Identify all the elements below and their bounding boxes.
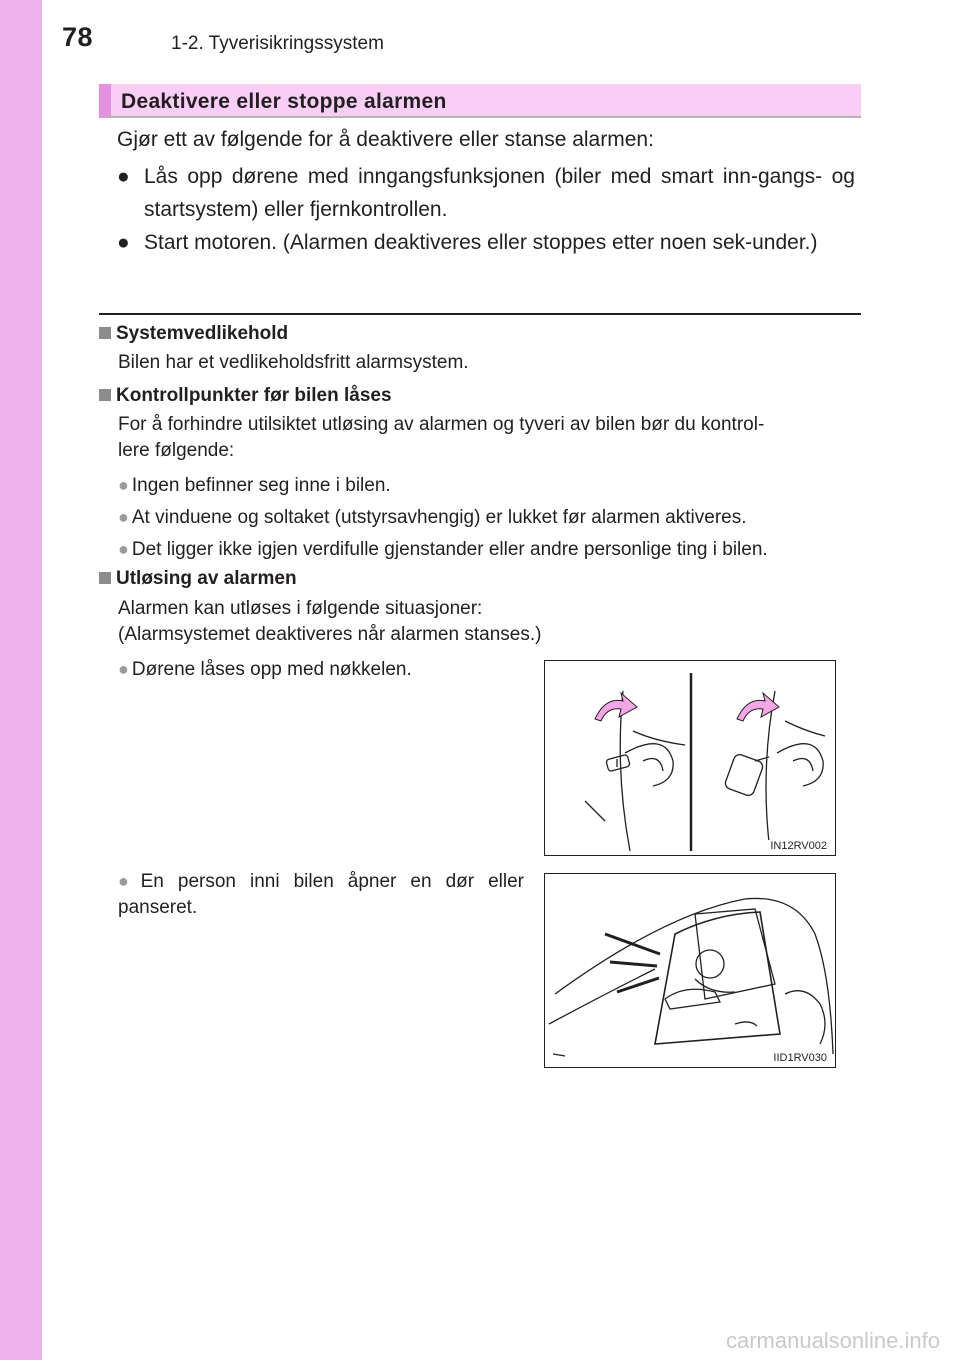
section-title: Deaktivere eller stoppe alarmen: [121, 90, 447, 113]
section-heading: [99, 84, 861, 118]
bullet-icon: ●: [118, 539, 129, 559]
square-bullet-icon: [99, 572, 111, 584]
page-number: 78: [62, 22, 94, 52]
list-item: ● Det ligger ikke igjen verdifulle gjenstander eller andre personlige ting i bilen.: [118, 539, 768, 560]
watermark: carmanualsonline.info: [725, 1328, 940, 1353]
square-bullet-icon: [99, 327, 111, 339]
chapter-color-tab: [0, 0, 42, 1360]
list-item-text: Lås opp dørene med inngangsfunksjonen (biler med smart inn-gangs- og startsystem) eller fjernkontrollen.: [144, 165, 855, 221]
bullet-icon: ●: [118, 507, 129, 527]
bullet-icon: ●: [118, 871, 138, 891]
note-heading: Systemvedlikehold: [99, 323, 288, 345]
note-text: For å forhindre utilsiktet utløsing av alarmen og tyveri av bilen bør du kontrol- lere følgende:: [118, 414, 765, 461]
list-item: [117, 226, 855, 259]
note-heading: Utløsing av alarmen: [99, 568, 297, 590]
bullet-icon: ●: [118, 475, 129, 495]
figure-code: IN12RV002: [770, 840, 827, 852]
intro-text: Gjør ett av følgende for å deaktivere eller stanse alarmen:: [117, 128, 654, 151]
divider: [99, 313, 861, 315]
list-item: ● At vinduene og soltaket (utstyrsavhengig) er lukket før alarmen aktiveres.: [118, 507, 747, 528]
list-item-text: Start motoren. (Alarmen deaktiveres eller stoppes etter noen sek-under.): [144, 231, 818, 254]
note-text: Bilen har et vedlikeholdsfritt alarmsystem.: [118, 352, 469, 373]
bullet-icon: ●: [117, 165, 130, 188]
note-heading: Kontrollpunkter før bilen låses: [99, 385, 392, 407]
square-bullet-icon: [99, 389, 111, 401]
list-item: ● Dørene låses opp med nøkkelen.: [118, 659, 412, 680]
note-text: Alarmen kan utløses i følgende situasjoner: (Alarmsystemet deaktiveres når alarmen stanses.): [118, 598, 542, 645]
figure-code: IID1RV030: [773, 1052, 827, 1064]
door-key-illustration: [544, 660, 836, 856]
bullet-icon: ●: [117, 231, 130, 254]
open-door-illustration: [544, 873, 836, 1068]
bullet-icon: ●: [118, 659, 129, 679]
list-item: [117, 160, 855, 226]
list-item: ● En person inni bilen åpner en dør eller panseret.: [118, 871, 524, 918]
list-item: ● Ingen befinner seg inne i bilen.: [118, 475, 391, 496]
chapter-title: 1-2. Tyverisikringssystem: [171, 33, 384, 54]
